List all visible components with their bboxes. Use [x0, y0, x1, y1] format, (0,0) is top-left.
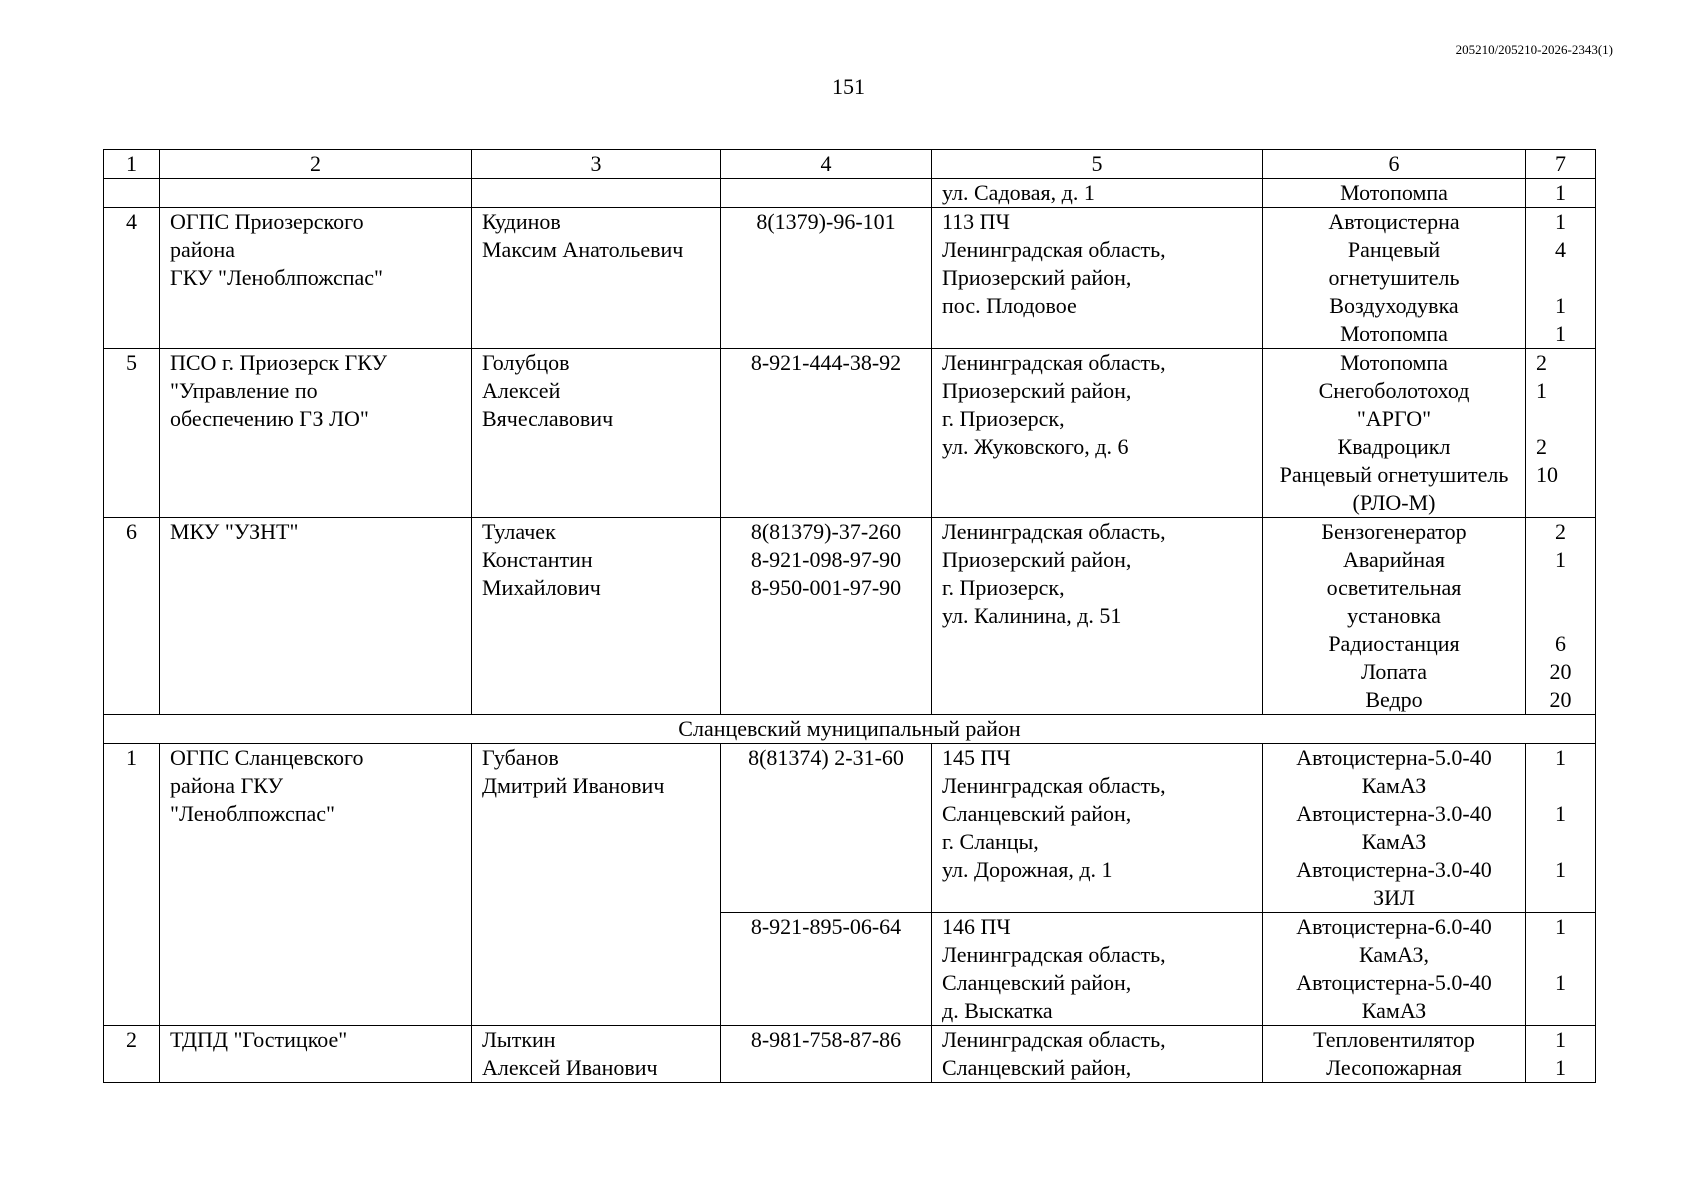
address-cell-line: Приозерский район, [942, 265, 1132, 290]
address-cell-line: 146 ПЧ [942, 914, 1011, 939]
address-cell-line: Ленинградская область, [942, 773, 1166, 798]
section-title: Сланцевский муниципальный район [104, 715, 1596, 744]
row-number-cell: 4 [104, 208, 160, 349]
address-cell-line: 145 ПЧ [942, 745, 1011, 770]
page-number: 151 [832, 74, 865, 99]
header-cell: 3 [472, 150, 721, 179]
phone-cell-line: 8-921-895-06-64 [750, 914, 902, 939]
quantity-cell-line: 1 [1555, 801, 1566, 826]
organization-cell-line: ПСО г. Приозерск ГКУ [170, 350, 388, 375]
equipment-cell-line: Автоцистерна [1328, 209, 1460, 234]
quantity-cell-line: 1 [1555, 857, 1566, 882]
header-cell: 2 [160, 150, 472, 179]
equipment-cell-line: Радиостанция [1328, 631, 1460, 656]
responsible-person-cell-line: Дмитрий Иванович [482, 773, 665, 798]
address-cell-line: Сланцевский район, [942, 1055, 1132, 1080]
quantity-cell-line: 1 [1555, 914, 1566, 939]
address-cell-line: г. Приозерск, [942, 406, 1065, 431]
address-cell-line: Ленинградская область, [942, 1027, 1166, 1052]
equipment-cell [1263, 913, 1526, 1026]
quantity-cell-line [1526, 884, 1595, 912]
quantity-cell-line: 1 [1555, 1055, 1566, 1080]
organization-cell-line: "Леноблпожспас" [170, 801, 335, 826]
quantity-cell-line: 20 [1549, 659, 1572, 684]
quantity-cell-line: 1 [1536, 378, 1547, 403]
phone-cell [721, 913, 932, 1026]
address-cell-line: ул. Садовая, д. 1 [942, 180, 1095, 205]
quantity-cell-line: 10 [1536, 462, 1558, 487]
address-cell [932, 179, 1263, 208]
quantity-cell [1526, 208, 1596, 349]
responsible-person-cell-line: Михайлович [482, 575, 601, 600]
phone-cell-line: 8-981-758-87-86 [750, 1027, 902, 1052]
quantity-cell [1526, 179, 1596, 208]
quantity-cell-line [1536, 489, 1595, 517]
phone-cell-line: 8-921-444-38-92 [750, 350, 902, 375]
equipment-cell-line: КамАЗ, [1359, 942, 1429, 967]
address-cell-line: Ленинградская область, [942, 350, 1166, 375]
responsible-person-cell-line: Вячеславович [482, 406, 614, 431]
address-cell [932, 744, 1263, 913]
responsible-person-cell [472, 349, 721, 518]
responsible-person-cell [472, 744, 721, 1026]
address-cell-line: Приозерский район, [942, 547, 1132, 572]
responsible-person-cell-line: Голубцов [482, 350, 570, 375]
address-cell-line: ул. Дорожная, д. 1 [942, 857, 1113, 882]
address-cell-line: 113 ПЧ [942, 209, 1010, 234]
table-row [104, 518, 1596, 715]
equipment-cell [1263, 518, 1526, 715]
equipment-cell-line: Автоцистерна-5.0-40 [1296, 745, 1492, 770]
quantity-cell-line [1536, 405, 1595, 433]
phone-cell-line: 8(81379)-37-260 [750, 519, 902, 544]
address-cell-line: Приозерский район, [942, 378, 1132, 403]
quantity-cell-line: 6 [1555, 631, 1566, 656]
row-number-cell: 1 [104, 744, 160, 1026]
organization-cell-line: ГКУ "Леноблпожспас" [170, 265, 384, 290]
quantity-cell [1526, 913, 1596, 1026]
organization-cell [160, 1026, 472, 1083]
quantity-cell [1526, 518, 1596, 715]
organization-cell [160, 349, 472, 518]
quantity-cell [1526, 1026, 1596, 1083]
address-cell-line: Сланцевский район, [942, 970, 1132, 995]
responsible-person-cell-line: Максим Анатольевич [482, 237, 684, 262]
table-row [104, 1026, 1596, 1083]
quantity-cell-line: 20 [1549, 687, 1572, 712]
phone-cell [721, 208, 932, 349]
address-cell-line: г. Приозерск, [942, 575, 1065, 600]
equipment-cell-line: Ведро [1365, 687, 1423, 712]
responsible-person-cell-line: Тулачек [482, 519, 556, 544]
quantity-cell-line: 1 [1555, 180, 1566, 205]
quantity-cell-line [1526, 828, 1595, 856]
table-row [104, 744, 1596, 913]
equipment-cell-line: КамАЗ [1361, 998, 1427, 1023]
equipment-cell-line: Ранцевый огнетушитель [1279, 462, 1509, 487]
address-cell-line: Ленинградская область, [942, 237, 1166, 262]
quantity-cell [1526, 349, 1596, 518]
organization-cell-line: ОГПС Сланцевского [170, 745, 364, 770]
equipment-cell-line: Квадроцикл [1337, 434, 1451, 459]
equipment-cell-line: установка [1347, 603, 1441, 628]
equipment-cell [1263, 179, 1526, 208]
equipment-cell-line: Лопата [1361, 659, 1427, 684]
equipment-cell-line: (РЛО-М) [1352, 490, 1436, 515]
equipment-cell [1263, 744, 1526, 913]
quantity-cell-line: 1 [1555, 970, 1566, 995]
responsible-person-cell-line: Константин [482, 547, 593, 572]
equipment-table [103, 149, 1596, 1083]
quantity-cell-line: 1 [1555, 321, 1566, 346]
row-number-cell [104, 179, 160, 208]
responsible-person-cell [472, 1026, 721, 1083]
equipment-cell-line: Автоцистерна-5.0-40 [1296, 970, 1492, 995]
equipment-cell-line: Автоцистерна-3.0-40 [1296, 857, 1492, 882]
equipment-cell-line: Ранцевый [1347, 237, 1441, 262]
organization-cell-line: ОГПС Приозерского [170, 209, 364, 234]
header-row [104, 150, 1596, 179]
address-cell [932, 349, 1263, 518]
quantity-cell-line: 2 [1536, 434, 1547, 459]
address-cell-line: Ленинградская область, [942, 519, 1166, 544]
address-cell [932, 518, 1263, 715]
equipment-cell-line: Мотопомпа [1340, 180, 1448, 205]
phone-cell-line: 8-921-098-97-90 [750, 547, 902, 572]
quantity-cell [1526, 744, 1596, 913]
equipment-cell-line: Снегоболотоход [1318, 378, 1470, 403]
responsible-person-cell-line: Кудинов [482, 209, 561, 234]
phone-cell [721, 744, 932, 913]
quantity-cell-line: 2 [1555, 519, 1566, 544]
quantity-cell-line: 1 [1555, 1027, 1566, 1052]
table-row [104, 349, 1596, 518]
equipment-cell-line: ЗИЛ [1373, 885, 1415, 910]
address-cell [932, 913, 1263, 1026]
header-cell: 6 [1263, 150, 1526, 179]
equipment-cell-line: огнетушитель [1328, 265, 1460, 290]
row-number-cell: 2 [104, 1026, 160, 1083]
equipment-cell-line: Аварийная [1343, 547, 1445, 572]
quantity-cell-line [1526, 602, 1595, 630]
address-cell-line: пос. Плодовое [942, 293, 1077, 318]
address-cell-line: Сланцевский район, [942, 801, 1132, 826]
responsible-person-cell [472, 208, 721, 349]
organization-cell-line: района ГКУ [170, 773, 284, 798]
organization-cell-line: района [170, 237, 236, 262]
equipment-cell-line: КамАЗ [1361, 829, 1427, 854]
quantity-cell-line: 4 [1555, 237, 1566, 262]
equipment-cell-line: КамАЗ [1361, 773, 1427, 798]
phone-cell [721, 349, 932, 518]
quantity-cell-line: 1 [1555, 745, 1566, 770]
phone-cell [721, 179, 932, 208]
document-id: 205210/205210-2026-2343(1) [1455, 42, 1613, 57]
quantity-cell-line: 1 [1555, 209, 1566, 234]
address-cell-line: г. Сланцы, [942, 829, 1039, 854]
organization-cell-line: "Управление по [170, 378, 318, 403]
responsible-person-cell-line: Алексей [482, 378, 561, 403]
row-number-cell: 5 [104, 349, 160, 518]
equipment-cell-line: Автоцистерна-3.0-40 [1296, 801, 1492, 826]
organization-cell [160, 744, 472, 1026]
organization-cell-line: МКУ "УЗНТ" [170, 519, 299, 544]
equipment-cell-line: Бензогенератор [1321, 519, 1467, 544]
quantity-cell-line [1526, 264, 1595, 292]
table-row [104, 179, 1596, 208]
equipment-cell-line: осветительная [1326, 575, 1462, 600]
organization-cell-line: обеспечению ГЗ ЛО" [170, 406, 369, 431]
equipment-cell-line: "АРГО" [1356, 406, 1432, 431]
organization-cell [160, 179, 472, 208]
address-cell [932, 208, 1263, 349]
responsible-person-cell-line: Алексей Иванович [482, 1055, 658, 1080]
address-cell-line: д. Выскатка [942, 998, 1053, 1023]
quantity-cell-line [1526, 997, 1595, 1025]
quantity-cell-line: 2 [1536, 350, 1547, 375]
header-cell: 4 [721, 150, 932, 179]
responsible-person-cell [472, 179, 721, 208]
section-row [104, 715, 1596, 744]
responsible-person-cell-line: Лыткин [482, 1027, 556, 1052]
organization-cell-line: ТДПД "Гостицкое" [170, 1027, 348, 1052]
phone-cell-line: 8-950-001-97-90 [750, 575, 902, 600]
header-cell: 7 [1526, 150, 1596, 179]
responsible-person-cell [472, 518, 721, 715]
equipment-cell-line: Тепловентилятор [1313, 1027, 1475, 1052]
address-cell [932, 1026, 1263, 1083]
organization-cell [160, 518, 472, 715]
responsible-person-cell-line: Губанов [482, 745, 559, 770]
table-row [104, 208, 1596, 349]
phone-cell-line: 8(1379)-96-101 [756, 209, 896, 234]
equipment-cell-line: Лесопожарная [1326, 1055, 1462, 1080]
address-cell-line: ул. Жуковского, д. 6 [942, 434, 1129, 459]
row-number-cell: 6 [104, 518, 160, 715]
quantity-cell-line [1526, 772, 1595, 800]
organization-cell [160, 208, 472, 349]
quantity-cell-line [1526, 574, 1595, 602]
header-cell: 1 [104, 150, 160, 179]
equipment-cell-line: Автоцистерна-6.0-40 [1296, 914, 1492, 939]
equipment-cell [1263, 349, 1526, 518]
equipment-cell [1263, 1026, 1526, 1083]
quantity-cell-line: 1 [1555, 293, 1566, 318]
phone-cell [721, 518, 932, 715]
equipment-cell [1263, 208, 1526, 349]
quantity-cell-line: 1 [1555, 547, 1566, 572]
header-cell: 5 [932, 150, 1263, 179]
equipment-cell-line: Мотопомпа [1340, 350, 1448, 375]
equipment-cell-line: Воздуходувка [1329, 293, 1459, 318]
equipment-cell-line: Мотопомпа [1340, 321, 1448, 346]
address-cell-line: Ленинградская область, [942, 942, 1166, 967]
phone-cell-line: 8(81374) 2-31-60 [748, 745, 904, 770]
phone-cell [721, 1026, 932, 1083]
address-cell-line: ул. Калинина, д. 51 [942, 603, 1122, 628]
quantity-cell-line [1526, 941, 1595, 969]
